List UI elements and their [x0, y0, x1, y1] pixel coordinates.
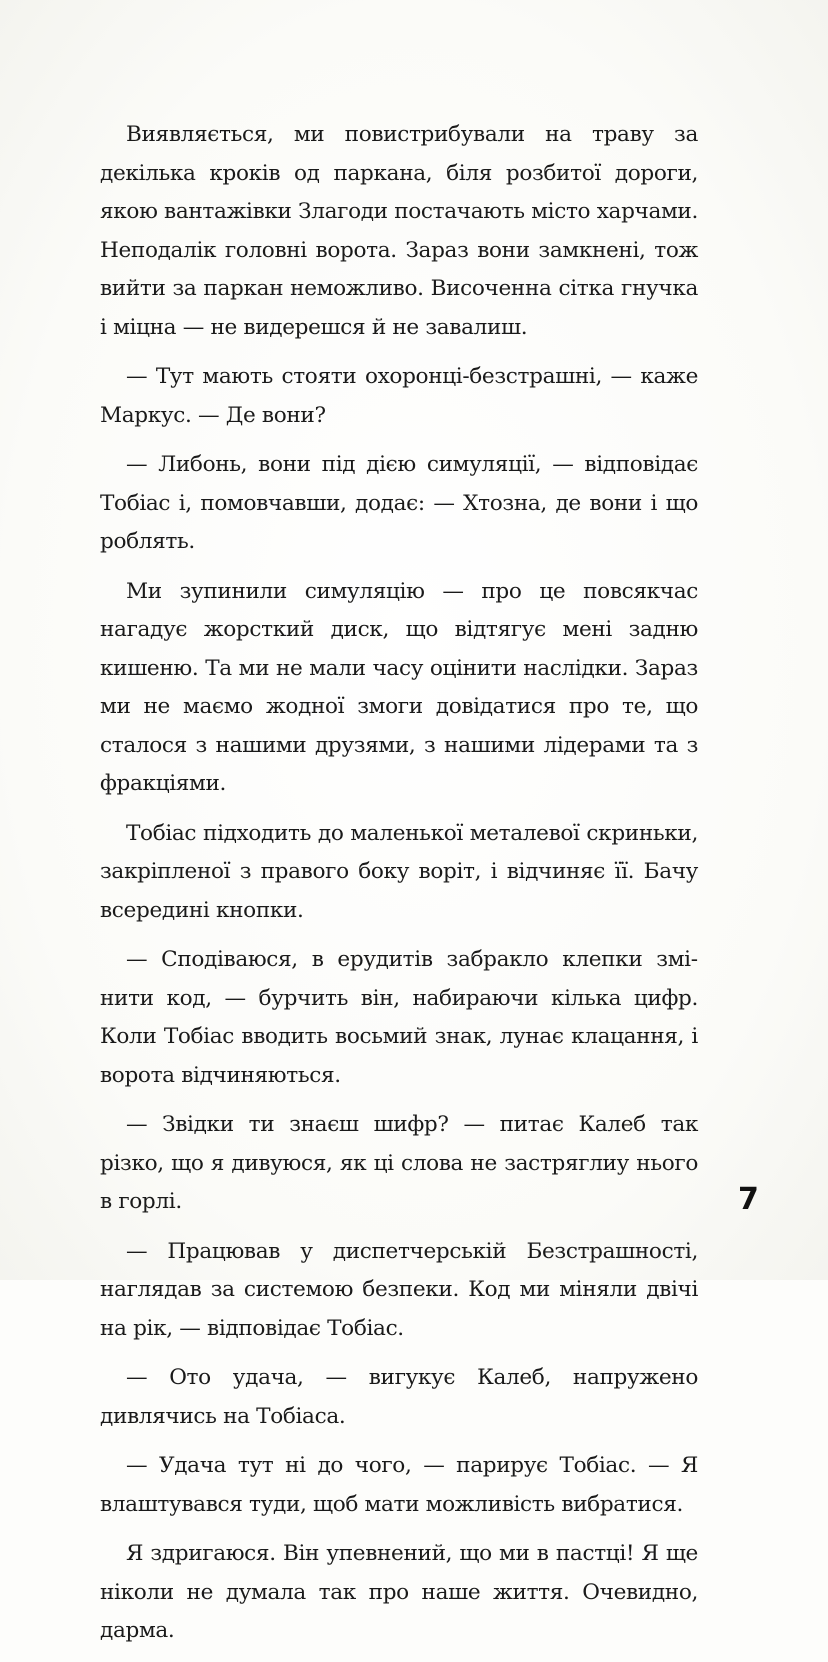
- paragraph-2: — Тут мають стояти охоронці-безстрашні, — каже Маркус. — Де вони?: [100, 364, 698, 428]
- paragraph-7: — Звідки ти знаєш шифр? — питає Калеб так різко, що я дивуюся, як ці слова не застряглиу нього в горлі.: [100, 1112, 698, 1214]
- paragraph-6: — Сподіваюся, в ерудитів забракло клепки змінити код, — бурчить він, набираючи кілька цифр. Коли Тобіас вводить восьмий знак, лунає клацання, і ворота відчиняються.: [100, 947, 698, 1088]
- page-number: 7: [738, 1182, 759, 1217]
- paragraph-10: — Удача тут ні до чого, — парирує Тобіас. — Я влаштувався туди, щоб мати можливість вибратися.: [100, 1453, 698, 1517]
- paragraph-11: Я здригаюся. Він упевнений, що ми в пастці! Я ще ніколи не думала так про наше життя. Очевидно, дарма.: [100, 1541, 698, 1643]
- paragraph-9: — Ото удача, — вигукує Калеб, напружено дивлячись на Тобіаса.: [100, 1365, 698, 1429]
- paragraph-4: Ми зупинили симуляцію — про це повсякчас нагадує жорсткий диск, що відтягує мені задню кишеню. Та ми не мали часу оцінити наслідки. Зараз ми не маємо жодної змоги довідатися про те, що сталося з нашими друзями, з нашими лідерами та з фракціями.: [100, 578, 698, 796]
- paragraph-3: — Либонь, вони під дією симуляції, — відповідає Тобіас і, помовчавши, додає: — Хтозна, де вони і що роблять.: [100, 452, 698, 554]
- paragraph-8: — Працював у диспетчерській Безстрашності, наглядав за системою безпеки. Код ми міняли двічі на рік, — відповідає Тобіас.: [100, 1238, 698, 1341]
- paragraph-1: Виявляється, ми повистрибували на траву за декілька кроків од паркана, біля розбитої дороги, якою вантажівки Злагоди постачають місто харчами. Неподалік головні ворота. Зараз вони замкнені, тож вийти за паркан неможливо. Височенна сітка гнучка і міцна — не видерешся й не завалиш.: [100, 122, 698, 340]
- paragraph-5: Тобіас підходить до маленької металевої скриньки, закріпленої з правого боку воріт, і відчиняє її. Бачу всередині кнопки.: [100, 820, 698, 923]
- body-text: [100, 116, 698, 1662]
